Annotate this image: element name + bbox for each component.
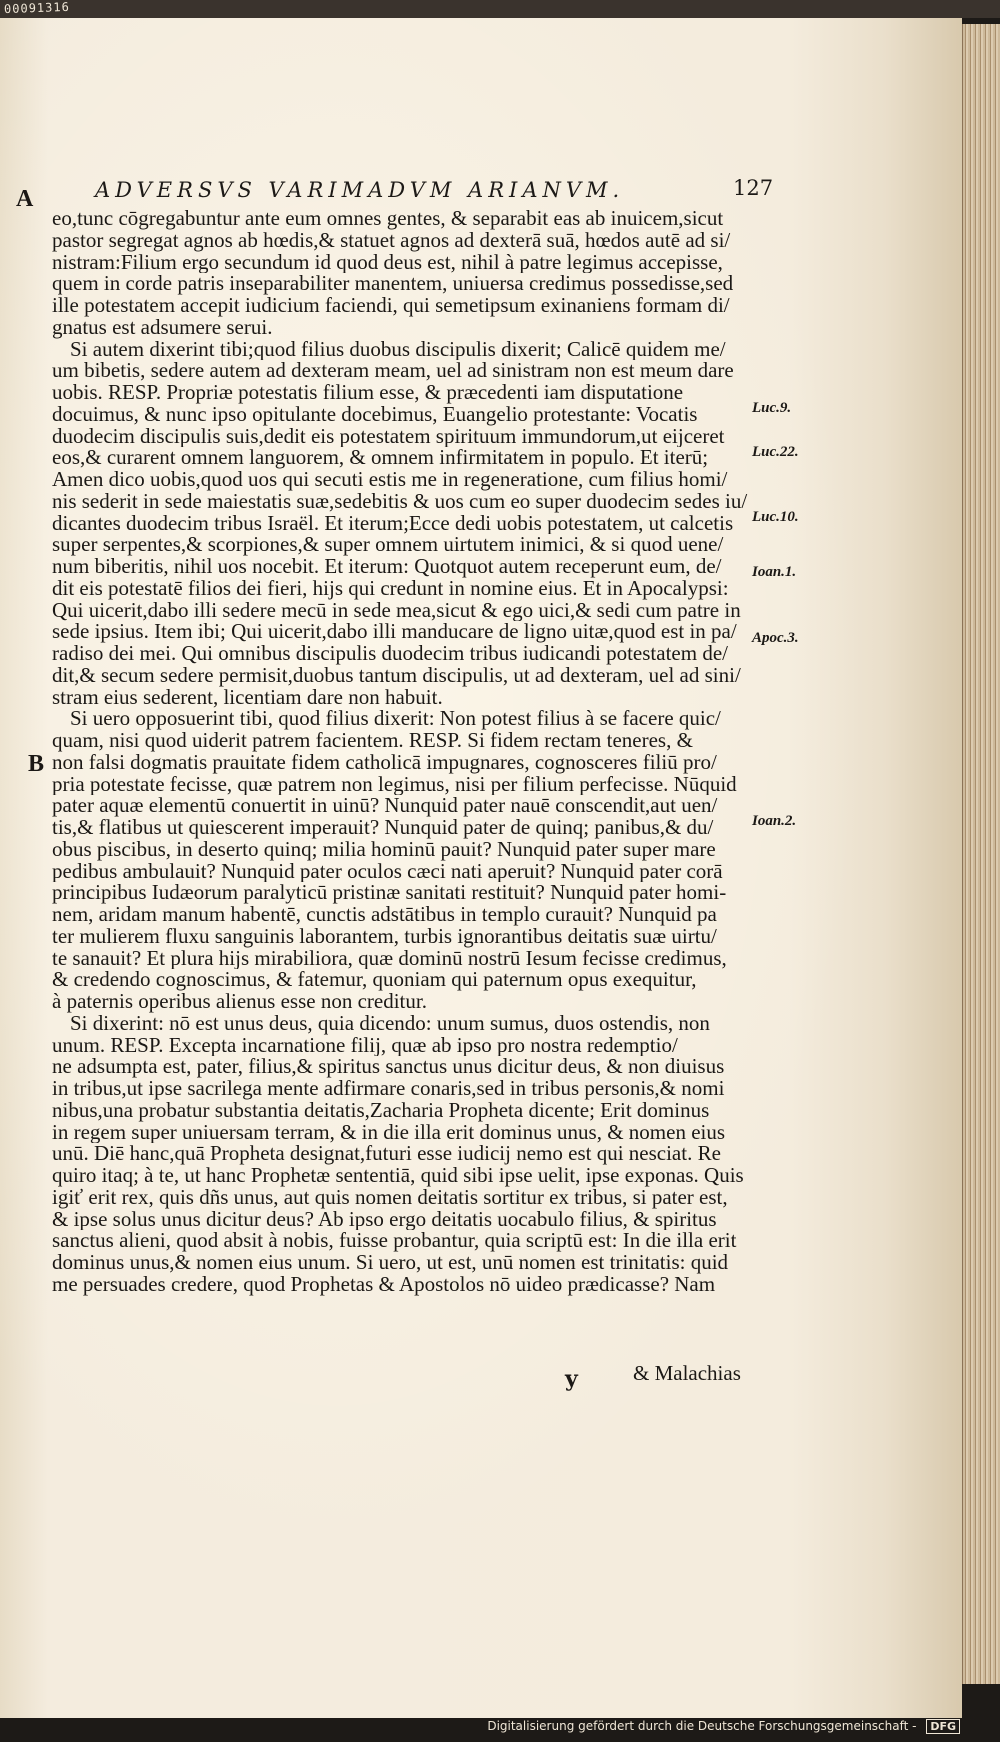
text-line: non falsi dogmatis prauitate fidem catholicā impugnares, cognosceres filiū pro/ (52, 751, 717, 774)
text-line: pastor segregat agnos ab hœdis,& statuet agnos ad dexterā suā, hœdos autē ad si/ (52, 229, 731, 252)
text-line: pater aquæ elementū conuertit in uinū? Nunquid pater nauē conscendit,aut uen/ (52, 795, 718, 817)
text-line: stram eius sederent, licentiam dare non habuit. (52, 686, 443, 709)
text-line: sanctus alieni, quod absit à nobis, fuisse probantur, quia scriptū est: In die illa erit (52, 1230, 737, 1252)
text-line: unum. RESP. Excepta incarnatione filij, quæ ab ipso pro nostra redemptio/ (52, 1034, 678, 1057)
text-line: Si uero opposuerint tibi, quod filius dixerit: Non potest filius à se facere quic/ (70, 708, 721, 730)
running-head: ADVERSVS VARIMADVM ARIANVM. (95, 178, 625, 202)
scan-top-strip (0, 0, 1000, 18)
text-line: in regem super uniuersam terram, & in die illa erit dominus unus, & nomen eius (52, 1121, 726, 1144)
text-line: um bibetis, sedere autem ad dexteram meam, uel ad sinistram non est meum dare (52, 360, 734, 382)
text-line: super serpentes,& scorpiones,& super omnem uirtutem inimici, & si quod uene/ (52, 534, 724, 556)
margin-note-luc9: Luc.9. (752, 400, 792, 416)
text-line: radiso dei mei. Qui omnibus discipulis duodecim tribus iudicandi potestatem de/ (52, 643, 728, 665)
text-line: Amen dico uobis,quod uos qui secuti estis me in regeneratione, cum filius homi/ (52, 469, 728, 491)
book-page-edges (962, 24, 1000, 1684)
text-line: nibus,una probatur substantia deitatis,Zacharia Propheta dicente; Erit dominus (52, 1099, 710, 1122)
text-line: & ipse solus unus dicitur deus? Ab ipso ergo deitatis uocabulo filius, & spiritus (52, 1208, 717, 1231)
margin-note-luc10: Luc.10. (752, 509, 799, 525)
text-line: duodecim discipulis suis,dedit eis potestatem spirituum immundorum,ut eijceret (52, 425, 725, 448)
text-line: pedibus ambulauit? Nunquid pater oculos cæci nati aperuit? Nunquid pater corā (52, 860, 723, 883)
text-line: dit,& secum sedere permisit,duobus tantum discipulis, ut ad dexteram, uel ad sini/ (52, 664, 741, 687)
text-line: quiro itaq; à te, ut hanc Prophetæ sententiā, quid sibi ipse uelit, ipse exponas. Quis (52, 1165, 744, 1187)
margin-letter-a: A (16, 186, 34, 212)
text-line: Qui uicerit,dabo illi sedere mecū in sede mea,sicut & ego uici,& sedi cum patre in (52, 599, 741, 622)
text-line: in tribus,ut ipse sacrilega mente adfirmare conaris,sed in tribus personis,& nomi (52, 1078, 725, 1100)
margin-note-luc22: Luc.22. (752, 444, 799, 460)
signature-mark: y (565, 1366, 578, 1392)
text-line: dicantes duodecim tribus Israël. Et iterum;Ecce dedi uobis potestatem, ut calcetis (52, 512, 734, 535)
text-line: nistram:Filium ergo secundum id quod deus est, nihil à patre legimus accepisse, (52, 251, 723, 274)
text-line: ne adsumpta est, pater, filius,& spiritus sanctus unus dicitur deus, & non diuisus (52, 1056, 725, 1078)
text-line: ille potestatem accepit iudicium faciendi, qui semetipsum exinaniens formam di/ (52, 295, 730, 317)
dfg-logo: DFG (926, 1719, 960, 1734)
text-line: dit eis potestatē filios dei fieri, hijs qui credunt in nomine eius. Et in Apocalypsi: (52, 577, 729, 600)
text-line: & credendo cognoscimus, & fatemur, quoniam qui paternum opus exequitur, (52, 969, 697, 991)
text-line: num biberitis, nihil uos nocebit. Et iterum: Quotquot autem receperunt eum, de/ (52, 556, 722, 578)
margin-letter-b: B (28, 751, 45, 777)
text-line: nis sederit in sede maiestatis suæ,sedebitis & uos cum eo super duodecim sedes iu/ (52, 490, 748, 513)
text-line: obus piscibus, in deserto quinq; milia hominū pauit? Nunquid pater super mare (52, 838, 716, 861)
page-number: 127 (733, 176, 774, 200)
margin-note-apoc3: Apoc.3. (752, 630, 799, 646)
text-line: ter mulierem fluxu sanguinis laborantem, turbis ignorantibus deitatis suæ uirtu/ (52, 925, 717, 948)
digitization-credit (487, 1719, 960, 1734)
text-line: dominus unus,& nomen eius unum. Si uero, ut est, unū nomen est trinitatis: quid (52, 1252, 729, 1274)
book-page (0, 18, 962, 1718)
text-line: te sanauit? Et plura hijs mirabiliora, quæ dominū nostrū Iesum fecisse credimus, (52, 947, 727, 970)
text-line: nem, aridam manum habentē, cunctis adstātibus in templo curauit? Nunquid pa (52, 904, 717, 926)
text-line: eos,& curarent omnem languorem, & omnem infirmitatem in populo. Et iterū; (52, 447, 709, 469)
margin-note-ioan2: Ioan.2. (752, 813, 797, 829)
text-line: Si dixerint: nō est unus deus, quia dicendo: unum sumus, duos ostendis, non (70, 1012, 710, 1035)
text-line: principibus Iudæorum paralyticū pristinæ sanitati restituit? Nunquid pater homi- (52, 882, 727, 904)
digitization-credit-text: Digitalisierung gefördert durch die Deutsche Forschungsgemeinschaft - (487, 1719, 917, 1733)
text-line: quam, nisi quod uiderit patrem facientem. RESP. Si fidem rectam teneres, & (52, 730, 693, 752)
text-line: igiť erit rex, quis dñs unus, aut quis nomen deitatis sortitur ex tribus, si pater est, (52, 1186, 728, 1209)
text-line: tis,& flatibus ut quiescerent imperauit? Nunquid pater de quinq; panibus,& du/ (52, 817, 714, 839)
text-line: sede ipsius. Item ibi; Qui uicerit,dabo illi manducare de ligno uitæ,quod est in pa/ (52, 621, 737, 643)
text-line: docuimus, & nunc ipso opitulante docebimus, Euangelio protestante: Vocatis (52, 403, 698, 426)
text-line: pria potestate fecisse, quæ patrem non legimus, nisi per filium perfecisse. Nūquid (52, 773, 737, 796)
text-line: me persuades credere, quod Prophetas & Apostolos nō uideo prædicasse? Nam (52, 1273, 716, 1296)
text-line: unū. Diē hanc,quā Propheta designat,futuri esse iudicij nemo est qui nesciat. Re (52, 1143, 721, 1165)
body-text (52, 208, 752, 1296)
text-line: Si autem dixerint tibi;quod filius duobus discipulis dixerit; Calicē quidem me/ (70, 338, 726, 361)
text-line: gnatus est adsumere serui. (52, 316, 273, 339)
text-line: quem in corde patris inseparabiliter manentem, uniuersa credimus possedisse,sed (52, 273, 734, 295)
catchword: & Malachias (633, 1361, 741, 1385)
shelfmark: 00091316 (3, 0, 71, 17)
margin-note-ioan1: Ioan.1. (752, 564, 797, 580)
text-line: uobis. RESP. Propriæ potestatis filium esse, & præcedenti iam disputatione (52, 382, 684, 404)
text-line: à paternis operibus alienus esse non creditur. (52, 991, 427, 1013)
text-line: eo,tunc cōgregabuntur ante eum omnes gentes, & separabit eas ab inuicem,sicut (52, 208, 724, 230)
